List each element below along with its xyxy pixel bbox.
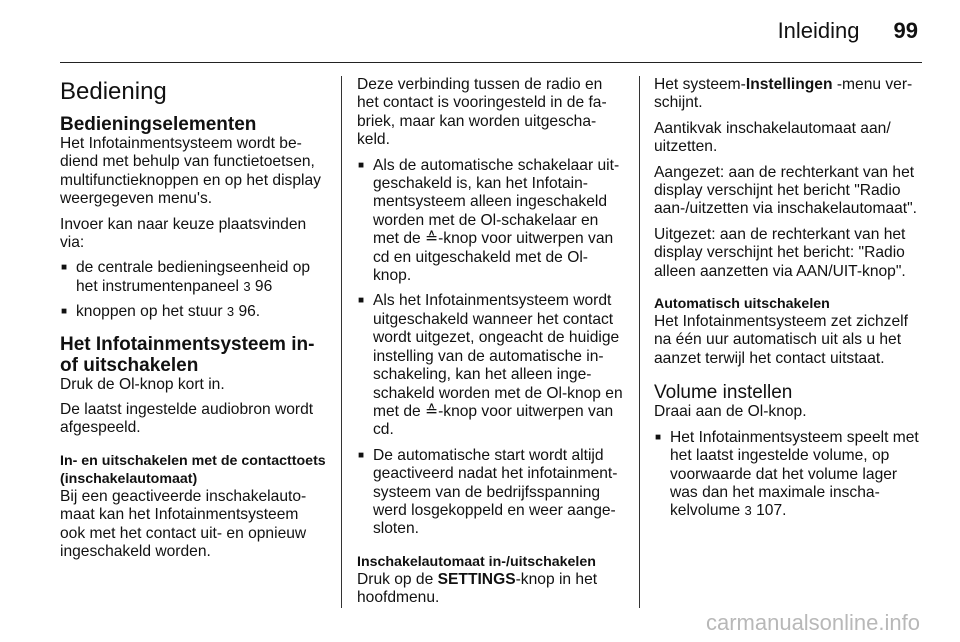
settings-key-label: SETTINGS xyxy=(437,570,516,588)
list-item: ■ Het Infotainmentsysteem speelt met het laatst ingestelde volume, op voorwaarde dat het volume lager was dan het maximale inschakelvolume 3 107. xyxy=(654,429,922,521)
subheading-automatisch-uitschakelen: Automatisch uitschakelen xyxy=(654,296,830,313)
heading-bedieningselementen: Bedieningselementen xyxy=(60,114,257,135)
bullet-list xyxy=(60,259,326,321)
page-ref-link[interactable]: 96 xyxy=(254,277,273,295)
heading-volume-instellen: Volume instellen xyxy=(654,382,793,404)
heading-bediening: Bediening xyxy=(60,78,167,105)
power-icon: Ol xyxy=(567,248,583,266)
subheading-inschakelautomaat: Inschakelautomaat in-/uitschakelen xyxy=(357,553,596,570)
header-rule xyxy=(60,62,922,63)
list-item: ■ Als het Infotainmentsysteem wordt uitgeschakeld wanneer het contact wordt uitgezet, ongeacht de huidige instelling van de automatische inschakeling, kan het alleen ingeschakeld worden met de Ol-knop en met de ≙-knop voor uitwerpen van cd. xyxy=(357,292,623,439)
page-ref-link[interactable]: 107. xyxy=(756,502,787,520)
heading-in-uitschakelen: Het Infotainmentsysteem in- of uitschakelen xyxy=(60,333,315,376)
watermark: carmanualsonline.info xyxy=(705,610,920,635)
bullet-list xyxy=(357,157,623,539)
paragraph: Deze verbinding tussen de radio en het contact is vooringesteld in de fabriek, maar kan worden uitgeschakeld. xyxy=(357,76,607,149)
bullet-list xyxy=(654,429,922,521)
paragraph: Druk de Ol-knop kort in. xyxy=(60,375,225,393)
list-item: ■ de centrale bedieningseenheid op het instrumentenpaneel 3 96 xyxy=(60,259,326,296)
paragraph: Het systeem-Instellingen -menu verschijnt. xyxy=(654,76,913,112)
power-icon: Ol xyxy=(747,403,764,421)
page-header xyxy=(778,18,918,44)
page-number: 99 xyxy=(893,18,918,43)
instellingen-label: Instellingen xyxy=(745,76,833,93)
paragraph: De laatst ingestelde audiobron wordt afgespeeld. xyxy=(60,401,314,437)
power-icon: Ol xyxy=(118,375,135,393)
power-icon: Ol xyxy=(480,211,497,229)
power-icon: Ol xyxy=(546,384,562,402)
column-3 xyxy=(654,76,922,528)
paragraph: Invoer kan naar keuze plaatsvinden via: xyxy=(60,215,307,252)
page-ref-arrow-icon: 3 xyxy=(744,503,752,519)
paragraph: Het Infotainmentsysteem wordt bediend met behulp van functietoetsen, multifunctieknoppen en op het display weergegeven menu's. xyxy=(60,135,321,208)
eject-icon: ≙ xyxy=(425,402,439,420)
paragraph: Bij een geactiveerde inschakelautomaat kan het Infotainmentsysteem ook met het contact uit- en opnieuw ingeschakeld worden. xyxy=(60,487,307,561)
list-item: ■ knoppen op het stuur 3 96. xyxy=(60,303,326,321)
list-item: ■ Als de automatische schakelaar uitgeschakeld is, kan het Infotainmentsysteem alleen ingeschakeld worden met de Ol-schakelaar en met de ≙-knop voor uitwerpen van cd en uitgeschakeld met de Ol-knop. xyxy=(357,157,623,286)
page-ref-arrow-icon: 3 xyxy=(226,304,235,320)
paragraph: Het Infotainmentsysteem zet zichzelf na één uur automatisch uit als u het aanzet terwijl het contact uitstaat. xyxy=(654,313,908,367)
page-ref-arrow-icon: 3 xyxy=(243,278,251,294)
paragraph: Draai aan de Ol-knop. xyxy=(654,403,807,421)
paragraph: Aantikvak inschakelautomaat aan/ uitzetten. xyxy=(654,119,891,156)
list-item: ■ De automatische start wordt altijd geactiveerd nadat het infotainmentsysteem van de bedrijfsspanning werd losgekoppeld en weer aangesloten. xyxy=(357,447,623,539)
page-ref-link[interactable]: 96. xyxy=(238,303,261,321)
column-2 xyxy=(357,76,623,615)
paragraph: Druk op de SETTINGS-knop in het hoofdmenu. xyxy=(357,570,598,607)
section-title: Inleiding xyxy=(777,18,860,43)
column-divider-1 xyxy=(341,76,342,608)
paragraph: Uitgezet: aan de rechterkant van het display verschijnt het bericht: "Radio alleen aanzetten via AAN/UIT-knop". xyxy=(654,225,906,280)
paragraph: Aangezet: aan de rechterkant van het display verschijnt het bericht "Radio aan-/uitzetten via inschakelautomaat". xyxy=(654,163,917,218)
column-divider-2 xyxy=(639,76,640,608)
subheading-contacttoets: In- en uitschakelen met de contacttoets (inschakelautomaat) xyxy=(60,452,326,487)
column-1 xyxy=(60,76,326,569)
eject-icon: ≙ xyxy=(425,230,439,248)
